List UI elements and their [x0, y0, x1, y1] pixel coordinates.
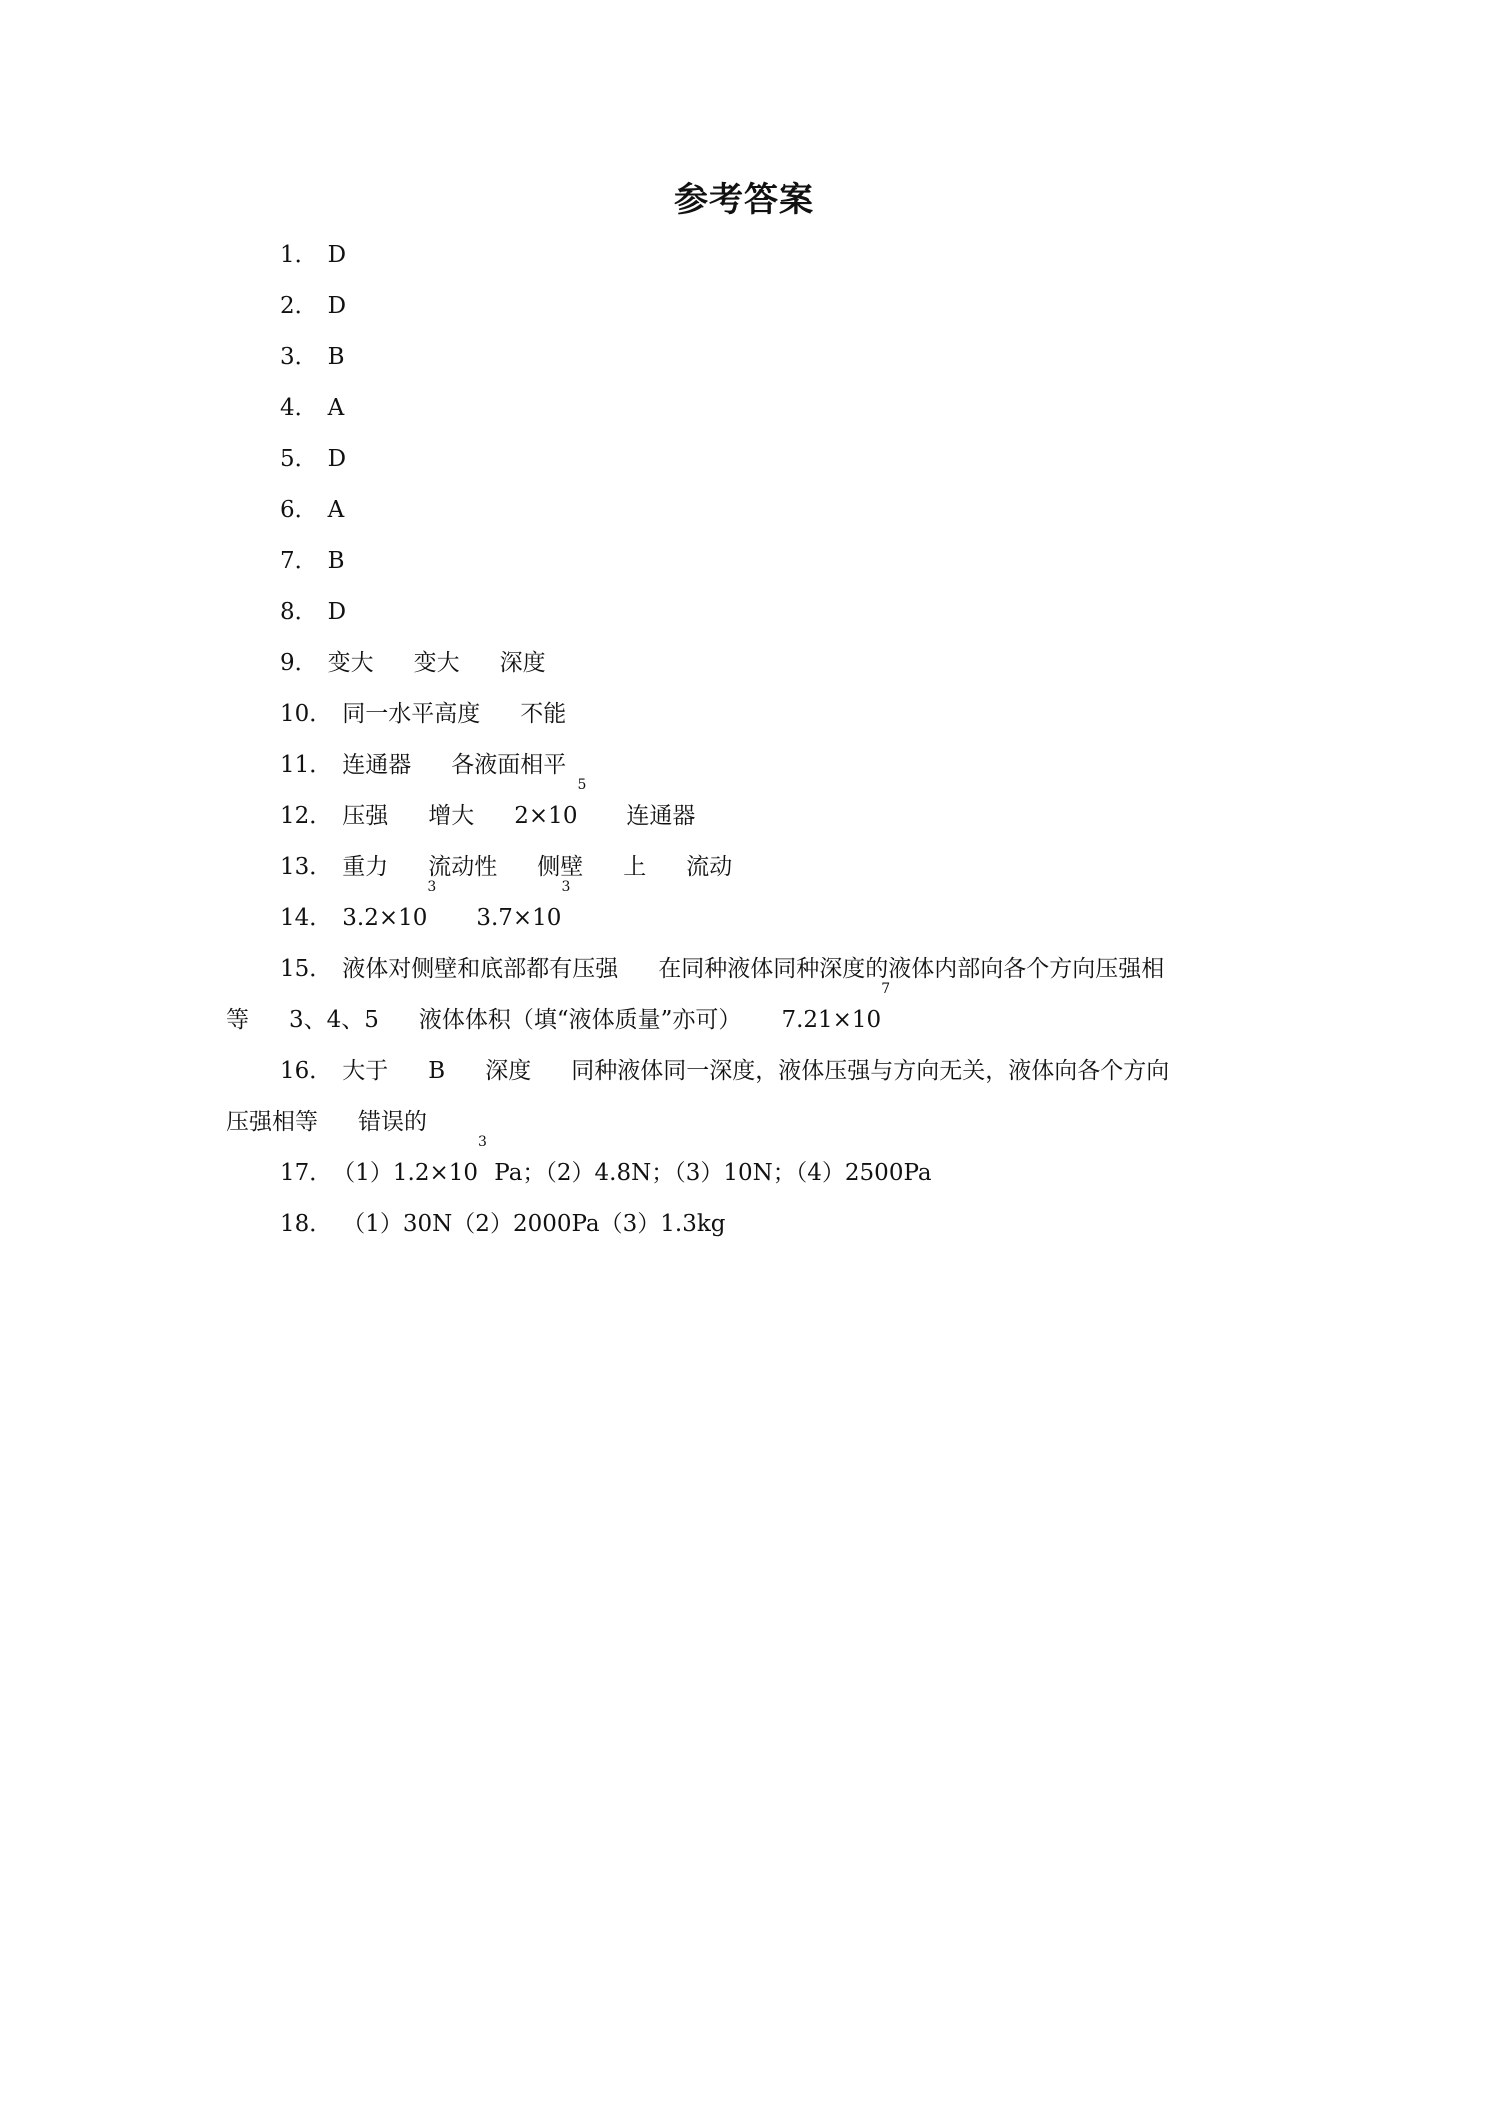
answer-number: 5． [280, 446, 318, 472]
answer-16-line-2 [226, 1097, 1266, 1148]
answer-exponent: 5 [577, 777, 587, 793]
answer-text: D [327, 242, 347, 268]
answer-13 [226, 842, 1266, 893]
answer-number: 11． [280, 752, 333, 778]
answer-text [514, 777, 587, 842]
answer-number: 2． [280, 293, 318, 319]
answer-text: 大于 [342, 1058, 389, 1084]
answer-text: 错误的 [358, 1109, 427, 1135]
answer-text: 液体对侧壁和底部都有压强 [342, 956, 619, 982]
answer-base: 3.7×10 [476, 905, 562, 931]
answer-exponent: 3 [561, 879, 571, 895]
answer-text: 深度 [499, 650, 546, 676]
answer-number: 4． [280, 395, 318, 421]
answer-number: 16． [280, 1058, 333, 1084]
answer-number: 12． [280, 803, 333, 829]
answer-15-line-2 [226, 981, 1266, 1046]
answer-text: 同一水平高度 [342, 701, 481, 727]
answer-text: B [428, 1058, 446, 1084]
answer-text: 等 [226, 1007, 249, 1033]
answer-number: 7． [280, 548, 318, 574]
answer-number: 17． [280, 1160, 333, 1186]
answer-text: A [327, 497, 345, 523]
answer-exponent: 3 [478, 1134, 487, 1150]
answer-text: 同种液体同一深度，液体压强与方向无关，液体向各个方向 [571, 1058, 1170, 1084]
answer-text: 压强相等 [226, 1109, 318, 1135]
answer-text: D [327, 446, 347, 472]
answer-text: （1）30N（2）2000Pa（3）1.3kg [342, 1211, 726, 1237]
answer-base: 7.21×10 [781, 1007, 882, 1033]
answer-base: 2×10 [514, 803, 578, 829]
answer-11 [226, 740, 1266, 791]
answer-text: （1）1.2×10 [332, 1160, 479, 1186]
answer-text: 连通器 [342, 752, 412, 778]
answer-text: D [327, 599, 347, 625]
answer-text: 变大 [327, 650, 374, 676]
answer-exponent: 3 [427, 879, 437, 895]
answer-text: 流动性 [428, 854, 498, 880]
answer-4 [226, 383, 1266, 434]
answer-9 [226, 638, 1266, 689]
answer-number: 18． [280, 1211, 333, 1237]
answer-exponent: 7 [881, 981, 891, 997]
answer-text: 不能 [520, 701, 567, 727]
answer-text: 侧壁 [537, 854, 584, 880]
answer-text: 上 [623, 854, 647, 880]
answer-text: 各液面相平 [451, 752, 567, 778]
answer-text: 变大 [413, 650, 460, 676]
answer-text: B [327, 548, 345, 574]
answer-text [476, 879, 571, 944]
answer-number: 10． [280, 701, 333, 727]
answer-text: A [327, 395, 345, 421]
answer-3 [226, 332, 1266, 383]
answer-number: 1． [280, 242, 318, 268]
answer-text: 液体体积（填“液体质量”亦可） [418, 1007, 742, 1033]
answer-number: 13． [280, 854, 333, 880]
answer-number: 15． [280, 956, 333, 982]
answer-base: 3.2×10 [342, 905, 428, 931]
answer-6 [226, 485, 1266, 536]
answer-8 [226, 587, 1266, 638]
answer-number: 9． [280, 650, 318, 676]
answer-text: B [327, 344, 345, 370]
answer-text: 增大 [428, 803, 475, 829]
answer-number: 8． [280, 599, 318, 625]
answer-15-line-1 [226, 944, 1266, 995]
answer-text: 3、4、5 [289, 1007, 379, 1033]
answer-list [226, 230, 1266, 1250]
answer-text: D [327, 293, 347, 319]
answer-text: 连通器 [626, 803, 696, 829]
answer-text: 深度 [485, 1058, 532, 1084]
answer-18 [226, 1199, 1266, 1250]
answer-1 [226, 230, 1266, 281]
answer-2 [226, 281, 1266, 332]
answer-text: Pa；（2）4.8N；（3）10N；（4）2500Pa [486, 1160, 932, 1186]
answer-16-line-1 [226, 1046, 1266, 1097]
answer-17 [226, 1134, 1266, 1199]
answer-14 [226, 879, 1266, 944]
answer-text: 流动 [686, 854, 733, 880]
answer-10 [226, 689, 1266, 740]
answer-number: 14． [280, 905, 333, 931]
answer-text: 在同种液体同种深度的液体内部向各个方向压强相 [658, 956, 1165, 982]
answer-text [342, 879, 437, 944]
page-title: 参考答案 [674, 180, 814, 220]
answer-text: 压强 [342, 803, 389, 829]
answer-number: 3． [280, 344, 318, 370]
answer-text [781, 981, 891, 1046]
answer-12 [226, 777, 1266, 842]
answer-5 [226, 434, 1266, 485]
answer-text: 重力 [342, 854, 389, 880]
answer-number: 6． [280, 497, 318, 523]
answer-7 [226, 536, 1266, 587]
